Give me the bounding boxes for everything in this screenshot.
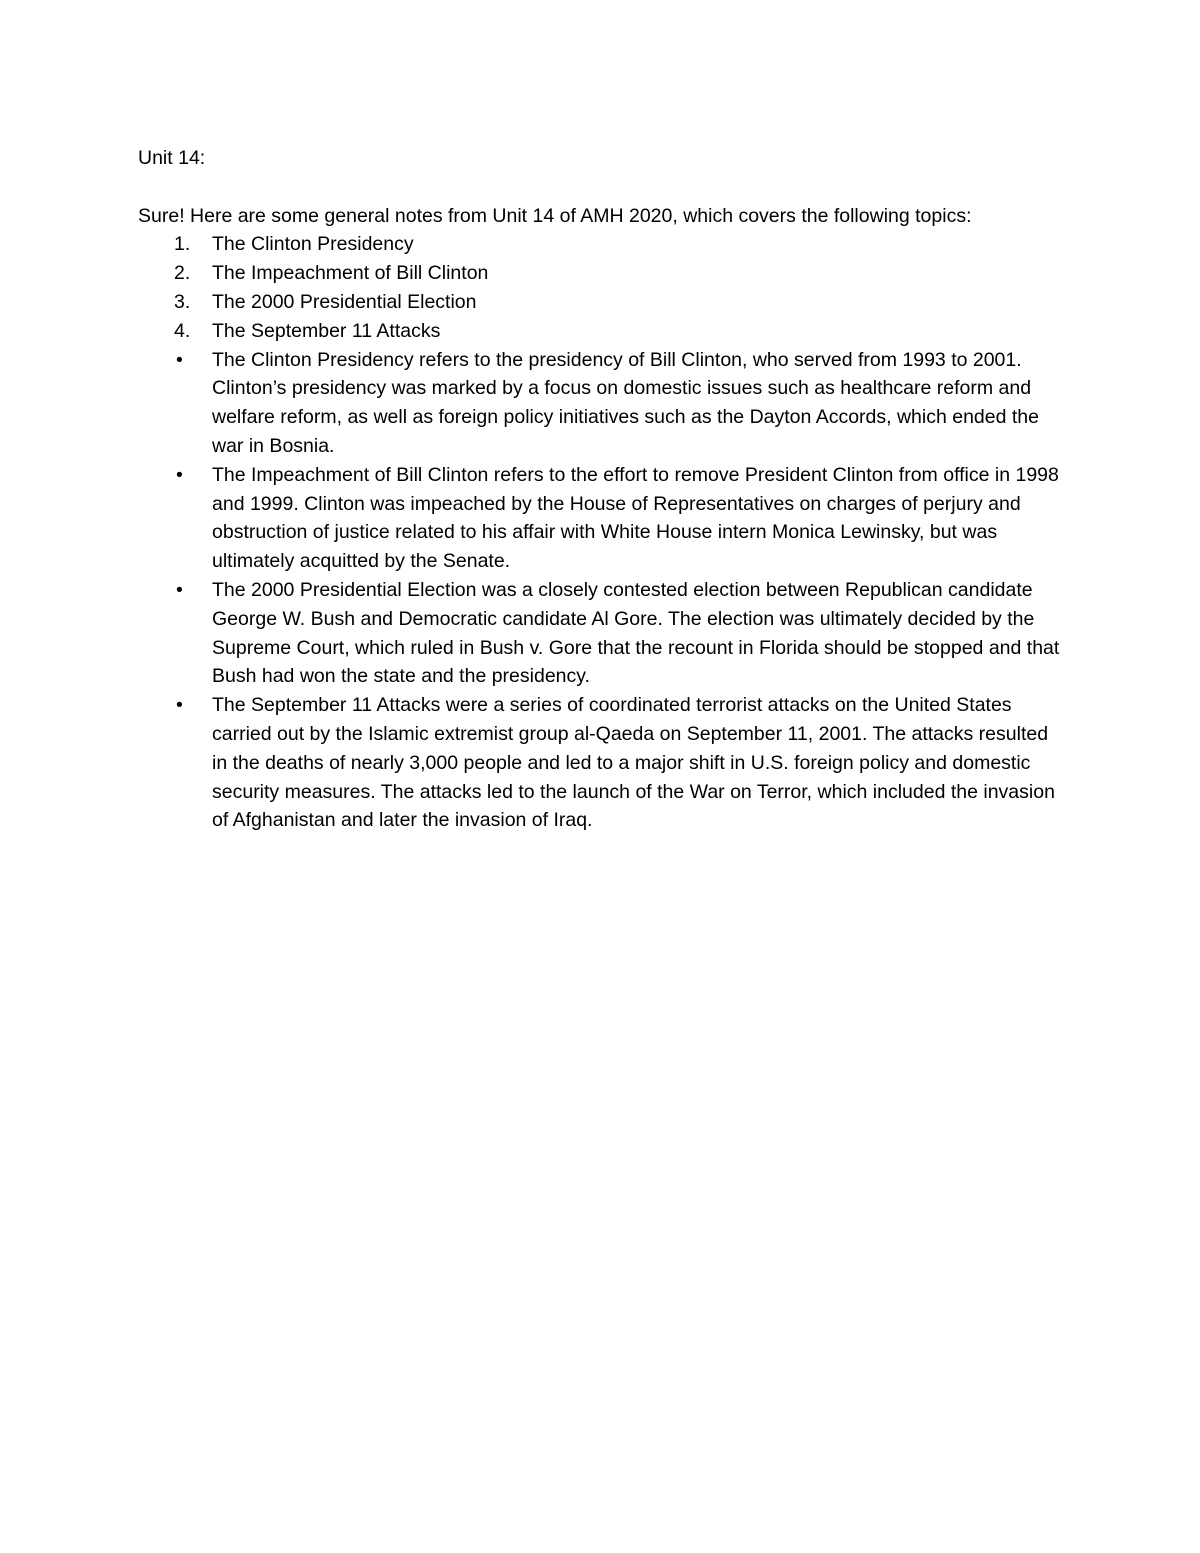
list-number: 3. (174, 290, 191, 313)
bullet-item (138, 461, 1068, 576)
document-body (138, 144, 1068, 835)
bullet-item (138, 691, 1068, 835)
bullet-icon: • (176, 694, 183, 717)
list-item-text: The 2000 Presidential Election (212, 290, 477, 313)
intro-paragraph: Sure! Here are some general notes from Unit 14 of AMH 2020, which covers the following topics: (138, 204, 972, 227)
bullet-item (138, 576, 1068, 691)
list-item-text: The Impeachment of Bill Clinton (212, 262, 489, 285)
list-number: 2. (174, 262, 191, 285)
list-number: 1. (174, 233, 191, 256)
bullet-icon: • (176, 348, 183, 371)
list-item-text: The September 11 Attacks (212, 319, 441, 342)
bullet-item-text: The Impeachment of Bill Clinton refers to the effort to remove President Clinton from office in 1998 and 1999. Clinton was impeached by the House of Representatives on charges of perjury and obstruction of justice related to his affair with White House intern Monica Lewinsky, but was ultimately acquitted by the Senate. (212, 463, 1059, 573)
numbered-item (138, 317, 1068, 346)
topic-list (138, 230, 1068, 835)
bullet-item-text: The Clinton Presidency refers to the presidency of Bill Clinton, who served from 1993 to 2001. Clinton’s presidency was marked by a focus on domestic issues such as healthcare reform and welfare reform, as well as foreign policy initiatives such as the Dayton Accords, which ended the war in Bosnia. (212, 348, 1039, 457)
bullet-icon: • (176, 578, 183, 601)
bullet-icon: • (176, 463, 183, 486)
bullet-item-text: The 2000 Presidential Election was a closely contested election between Republican candidate George W. Bush and Democratic candidate Al Gore. The election was ultimately decided by the Supreme Court, which ruled in Bush v. Gore that the recount in Florida should be stopped and that Bush had won the state and the presidency. (212, 578, 1060, 688)
document-title: Unit 14: (138, 147, 206, 169)
numbered-item (138, 288, 1068, 317)
numbered-item (138, 230, 1068, 259)
list-number: 4. (174, 319, 191, 342)
bullet-item-text: The September 11 Attacks were a series of coordinated terrorist attacks on the United States carried out by the Islamic extremist group al-Qaeda on September 11, 2001. The attacks resulted in the deaths of nearly 3,000 people and led to a major shift in U.S. foreign policy and domestic security measures. The attacks led to the launch of the War on Terror, which included the invasion of Afghanistan and later the invasion of Iraq. (212, 694, 1055, 832)
blank-line (138, 173, 1068, 202)
list-item-text: The Clinton Presidency (212, 233, 414, 256)
numbered-item (138, 259, 1068, 288)
bullet-item (138, 346, 1068, 461)
